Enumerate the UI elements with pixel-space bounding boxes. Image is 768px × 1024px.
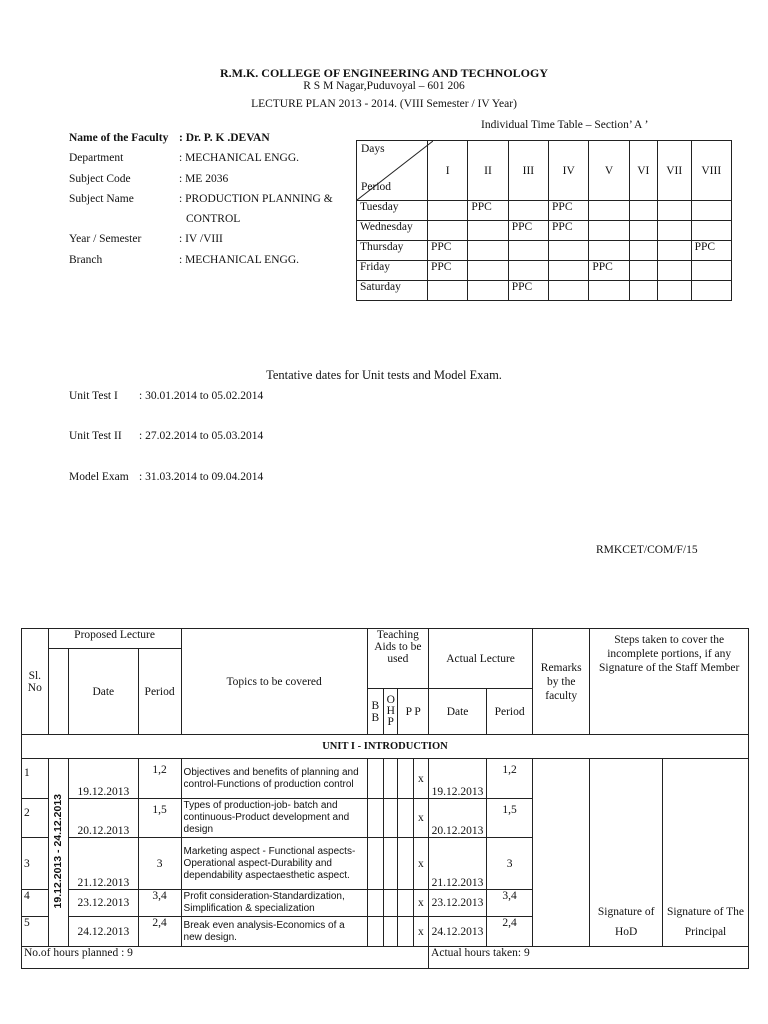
actual-period-cell: 3,4 xyxy=(487,890,533,917)
subject-code-label: Subject Code xyxy=(69,172,131,185)
lecture-plan-title: LECTURE PLAN 2013 - 2014. (VIII Semester / IV Year) xyxy=(251,98,517,110)
date-cell: 20.12.2013 xyxy=(69,799,139,838)
timetable-header-row xyxy=(357,141,732,201)
timetable-cell xyxy=(657,241,691,261)
aid-cell xyxy=(367,890,383,917)
test-label: Unit Test I xyxy=(69,390,118,402)
timetable-row xyxy=(357,221,732,241)
subject-code-value: : ME 2036 xyxy=(179,172,229,185)
remarks-header: Remarks by the faculty xyxy=(533,629,590,735)
day-label: Thursday xyxy=(357,241,428,261)
timetable-cell xyxy=(629,201,657,221)
period-header: I xyxy=(428,141,468,201)
aid-cell xyxy=(398,890,413,917)
aid-bb-header: B B xyxy=(367,689,383,735)
timetable-cell xyxy=(508,241,548,261)
timetable-cell: PPC xyxy=(468,201,508,221)
aid-cell xyxy=(367,799,383,838)
sl-cell: 5 xyxy=(22,917,49,947)
branch-label: Branch xyxy=(69,253,103,266)
college-address: R S M Nagar,Puduvoyal – 601 206 xyxy=(303,80,465,92)
timetable-cell xyxy=(629,221,657,241)
aid-mark: x xyxy=(413,759,428,799)
day-label: Tuesday xyxy=(357,201,428,221)
period-header: II xyxy=(468,141,508,201)
aid-mark: x xyxy=(413,917,428,947)
topic-cell: Break even analysis-Economics of a new design. xyxy=(181,917,367,947)
topic-cell: Marketing aspect - Functional aspects-Operational aspect-Durability and dependability aspectaesthetic aspect. xyxy=(181,838,367,890)
timetable-cell xyxy=(549,281,589,301)
date-cell: 24.12.2013 xyxy=(69,917,139,947)
aid-cell xyxy=(367,838,383,890)
faculty-label: Name of the Faculty xyxy=(69,132,169,144)
timetable-cell: PPC xyxy=(549,201,589,221)
actual-date-cell: 23.12.2013 xyxy=(429,890,487,917)
aid-cell xyxy=(367,759,383,799)
timetable-cell xyxy=(428,201,468,221)
steps-header: Steps taken to cover the incomplete portions, if any Signature of the Staff Member xyxy=(590,629,749,735)
table-row xyxy=(22,759,749,799)
hours-taken: Actual hours taken: 9 xyxy=(429,947,749,969)
timetable-title: Individual Time Table – Section’ A ’ xyxy=(481,119,649,131)
aid-mark: x xyxy=(413,890,428,917)
year-semester-value: : IV /VIII xyxy=(179,233,223,246)
period-cell: 1,2 xyxy=(138,759,181,799)
timetable-cell: PPC xyxy=(428,261,468,281)
date-range-cell xyxy=(48,759,68,947)
actual-period-cell: 1,2 xyxy=(487,759,533,799)
aid-cell xyxy=(398,838,413,890)
sl-cell: 4 xyxy=(22,890,49,917)
subject-name-cont-value: CONTROL xyxy=(186,213,241,226)
actual-date-cell: 20.12.2013 xyxy=(429,799,487,838)
unit-row xyxy=(22,735,749,759)
teaching-aids-header: Teaching Aids to be used xyxy=(367,629,428,689)
timetable-row xyxy=(357,201,732,221)
timetable-row xyxy=(357,261,732,281)
aid-mark: x xyxy=(413,838,428,890)
timetable-cell xyxy=(589,241,629,261)
timetable-cell: PPC xyxy=(589,261,629,281)
actual-lecture-header: Actual Lecture xyxy=(429,629,533,689)
faculty-value: : Dr. P. K .DEVAN xyxy=(179,132,270,144)
day-label: Friday xyxy=(357,261,428,281)
actual-date-cell: 24.12.2013 xyxy=(429,917,487,947)
timetable-cell xyxy=(691,261,731,281)
period-header: III xyxy=(508,141,548,201)
timetable-cell xyxy=(468,241,508,261)
timetable-cell: PPC xyxy=(508,281,548,301)
aid-mark: x xyxy=(413,799,428,838)
period-cell: 3 xyxy=(138,838,181,890)
timetable-cell xyxy=(629,241,657,261)
subject-name-value: : PRODUCTION PLANNING & xyxy=(179,192,333,205)
model-exam xyxy=(69,471,263,483)
period-header: V xyxy=(589,141,629,201)
aid-cell xyxy=(367,917,383,947)
aid-cell xyxy=(384,799,398,838)
hours-planned: No.of hours planned : 9 xyxy=(22,947,429,969)
form-code: RMKCET/COM/F/15 xyxy=(596,544,698,556)
lecture-table xyxy=(21,628,749,969)
unit-test-2 xyxy=(69,430,263,442)
timetable-cell xyxy=(549,241,589,261)
timetable-cell xyxy=(691,281,731,301)
aid-ohp-header: O H P xyxy=(384,689,398,735)
tests-title: Tentative dates for Unit tests and Model Exam. xyxy=(266,368,502,382)
date-range-label: 19.12.2013 - 24.12.2013 xyxy=(52,793,65,909)
timetable-cell xyxy=(657,221,691,241)
timetable-cell xyxy=(589,201,629,221)
timetable-cell xyxy=(468,281,508,301)
topic-cell: Profit consideration-Standardization, Simplification & specialization xyxy=(181,890,367,917)
period-header: IV xyxy=(549,141,589,201)
topics-header: Topics to be covered xyxy=(181,629,367,735)
timetable-row xyxy=(357,241,732,261)
aid-cell xyxy=(398,759,413,799)
day-label: Wednesday xyxy=(357,221,428,241)
timetable-cell xyxy=(657,281,691,301)
period-header: VIII xyxy=(691,141,731,201)
corner-days: Days xyxy=(361,143,385,155)
timetable-corner xyxy=(357,141,428,201)
actual-period-cell: 3 xyxy=(487,838,533,890)
timetable-cell xyxy=(428,221,468,241)
period-cell: 3,4 xyxy=(138,890,181,917)
period-header: VI xyxy=(629,141,657,201)
timetable-cell xyxy=(629,281,657,301)
actual-period-cell: 2,4 xyxy=(487,917,533,947)
unit-title: UNIT I - INTRODUCTION xyxy=(22,735,749,759)
corner-period: Period xyxy=(361,181,392,193)
signature-principal: Signature of The Principal xyxy=(662,759,748,947)
date-cell: 21.12.2013 xyxy=(69,838,139,890)
aid-cell xyxy=(384,759,398,799)
aid-cell xyxy=(398,799,413,838)
department-value: : MECHANICAL ENGG. xyxy=(179,152,299,165)
date-header: Date xyxy=(69,649,139,735)
aid-cell xyxy=(384,890,398,917)
timetable-cell xyxy=(629,261,657,281)
totals-row xyxy=(22,947,749,969)
topic-cell: Types of production-job- batch and continuous-Product development and design xyxy=(181,799,367,838)
timetable-cell xyxy=(428,281,468,301)
test-label: Unit Test II xyxy=(69,430,122,442)
signature-hod: Signature of HoD xyxy=(590,759,663,947)
remarks-cell xyxy=(533,759,590,947)
date-cell: 19.12.2013 xyxy=(69,759,139,799)
timetable-cell xyxy=(657,201,691,221)
timetable-cell xyxy=(508,201,548,221)
branch-value: : MECHANICAL ENGG. xyxy=(179,253,299,266)
header-row-1 xyxy=(22,629,749,649)
timetable-cell xyxy=(691,221,731,241)
blank-cell xyxy=(48,649,68,735)
day-label: Saturday xyxy=(357,281,428,301)
test-dates: : 30.01.2014 to 05.02.2014 xyxy=(139,390,264,402)
timetable-cell xyxy=(508,261,548,281)
timetable xyxy=(356,140,732,301)
timetable-cell xyxy=(589,221,629,241)
aid-cell xyxy=(398,917,413,947)
sl-cell: 2 xyxy=(22,799,49,838)
sl-cell: 1 xyxy=(22,759,49,799)
aid-cell xyxy=(384,838,398,890)
period-cell: 2,4 xyxy=(138,917,181,947)
proposed-lecture-header: Proposed Lecture xyxy=(48,629,181,649)
timetable-cell xyxy=(691,201,731,221)
test-dates: : 27.02.2014 to 05.03.2014 xyxy=(139,430,264,442)
department-label: Department xyxy=(69,152,124,165)
timetable-cell xyxy=(468,261,508,281)
year-semester-label: Year / Semester xyxy=(69,233,142,246)
test-label: Model Exam xyxy=(69,471,129,483)
timetable-cell: PPC xyxy=(508,221,548,241)
timetable-cell: PPC xyxy=(549,221,589,241)
aid-cell xyxy=(384,917,398,947)
aid-pp-header: P P xyxy=(398,689,429,735)
test-dates: : 31.03.2014 to 09.04.2014 xyxy=(139,471,264,483)
timetable-cell xyxy=(468,221,508,241)
timetable-cell xyxy=(589,281,629,301)
timetable-cell xyxy=(657,261,691,281)
actual-date-header: Date xyxy=(429,689,487,735)
actual-date-cell: 21.12.2013 xyxy=(429,838,487,890)
timetable-cell: PPC xyxy=(691,241,731,261)
college-name: R.M.K. COLLEGE OF ENGINEERING AND TECHNOLOGY xyxy=(219,66,549,80)
period-header: Period xyxy=(138,649,181,735)
timetable-row xyxy=(357,281,732,301)
topic-cell: Objectives and benefits of planning and control-Functions of production control xyxy=(181,759,367,799)
subject-name-label: Subject Name xyxy=(69,192,134,205)
actual-period-cell: 1,5 xyxy=(487,799,533,838)
actual-date-cell: 19.12.2013 xyxy=(429,759,487,799)
period-cell: 1,5 xyxy=(138,799,181,838)
unit-test-1 xyxy=(69,390,263,402)
actual-period-header: Period xyxy=(487,689,533,735)
period-header: VII xyxy=(657,141,691,201)
timetable-cell: PPC xyxy=(428,241,468,261)
timetable-cell xyxy=(549,261,589,281)
date-cell: 23.12.2013 xyxy=(69,890,139,917)
sl-no-header: Sl. No xyxy=(22,629,49,735)
sl-cell: 3 xyxy=(22,838,49,890)
